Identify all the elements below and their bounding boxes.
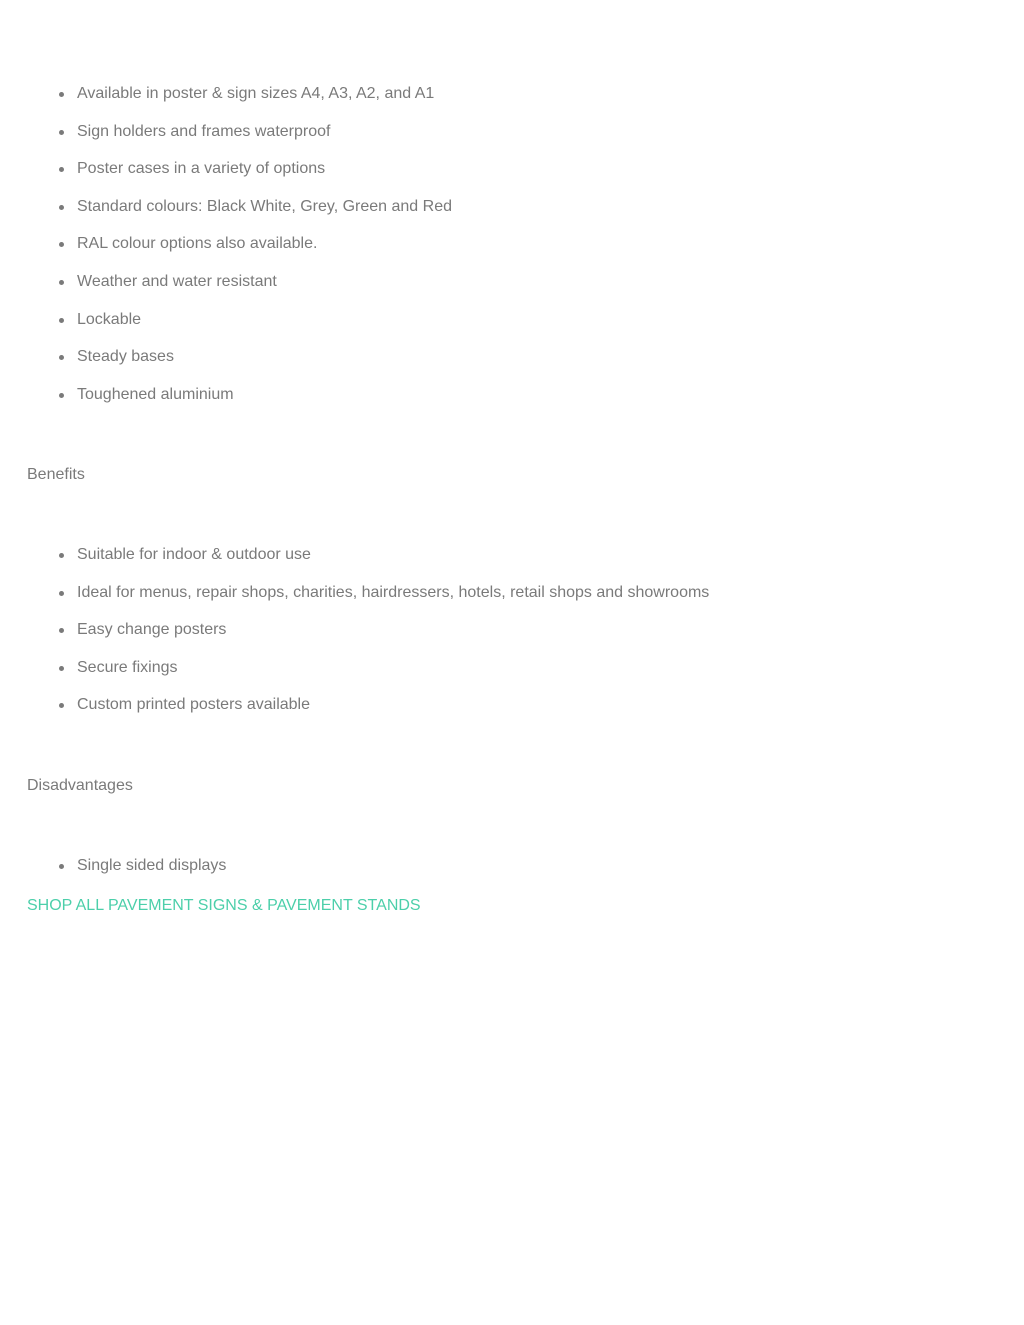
bullet-icon: [59, 591, 64, 596]
list-item-text: Available in poster & sign sizes A4, A3, A2, and A1: [77, 85, 435, 102]
bullet-icon: [59, 92, 64, 97]
shop-all-pavement-signs-link[interactable]: SHOP ALL PAVEMENT SIGNS & PAVEMENT STANDS: [27, 897, 421, 914]
disadvantages-heading: Disadvantages: [27, 777, 133, 794]
list-item-text: RAL colour options also available.: [77, 235, 318, 253]
list-item-text: Easy change posters: [77, 621, 227, 639]
bullet-icon: [59, 703, 64, 708]
bullet-icon: [59, 318, 64, 323]
bullet-icon: [59, 864, 64, 869]
list-item-text: Steady bases: [77, 348, 174, 366]
bullet-icon: [59, 628, 64, 633]
list-item: [0, 123, 452, 161]
list-item-text: Sign holders and frames waterproof: [77, 122, 331, 140]
list-item-text: Single sided displays: [77, 857, 227, 874]
list-item: [0, 621, 709, 659]
list-item: [0, 348, 452, 386]
list-item-text: Suitable for indoor & outdoor use: [77, 546, 311, 563]
bullet-icon: [59, 666, 64, 671]
bullet-icon: [59, 130, 64, 135]
list-item: [0, 311, 452, 349]
list-item: [0, 386, 452, 424]
bullet-icon: [59, 280, 64, 285]
list-item-text: Ideal for menus, repair shops, charities, hairdressers, hotels, retail shops and showrooms: [77, 583, 710, 601]
bullet-icon: [59, 355, 64, 360]
benefits-list: [0, 546, 709, 734]
list-item: [0, 273, 452, 311]
list-item: [0, 85, 452, 123]
list-item: [0, 857, 226, 895]
list-item: [0, 235, 452, 273]
list-item-text: Standard colours: Black White, Grey, Green and Red: [77, 197, 452, 215]
benefits-heading: Benefits: [27, 466, 85, 483]
list-item: [0, 584, 709, 622]
list-item-text: Weather and water resistant: [77, 272, 277, 290]
list-item: [0, 696, 709, 734]
bullet-icon: [59, 393, 64, 398]
list-item-text: Lockable: [77, 310, 142, 328]
list-item-text: Secure fixings: [77, 658, 178, 676]
list-item: [0, 659, 709, 697]
features-list: [0, 85, 452, 423]
bullet-icon: [59, 205, 64, 210]
list-item: [0, 198, 452, 236]
bullet-icon: [59, 553, 64, 558]
list-item: [0, 546, 709, 584]
disadvantages-list: [0, 857, 226, 895]
list-item-text: Toughened aluminium: [77, 385, 234, 403]
list-item: [0, 160, 452, 198]
bullet-icon: [59, 242, 64, 247]
list-item-text: Poster cases in a variety of options: [77, 160, 326, 178]
bullet-icon: [59, 167, 64, 172]
list-item-text: Custom printed posters available: [77, 696, 311, 714]
